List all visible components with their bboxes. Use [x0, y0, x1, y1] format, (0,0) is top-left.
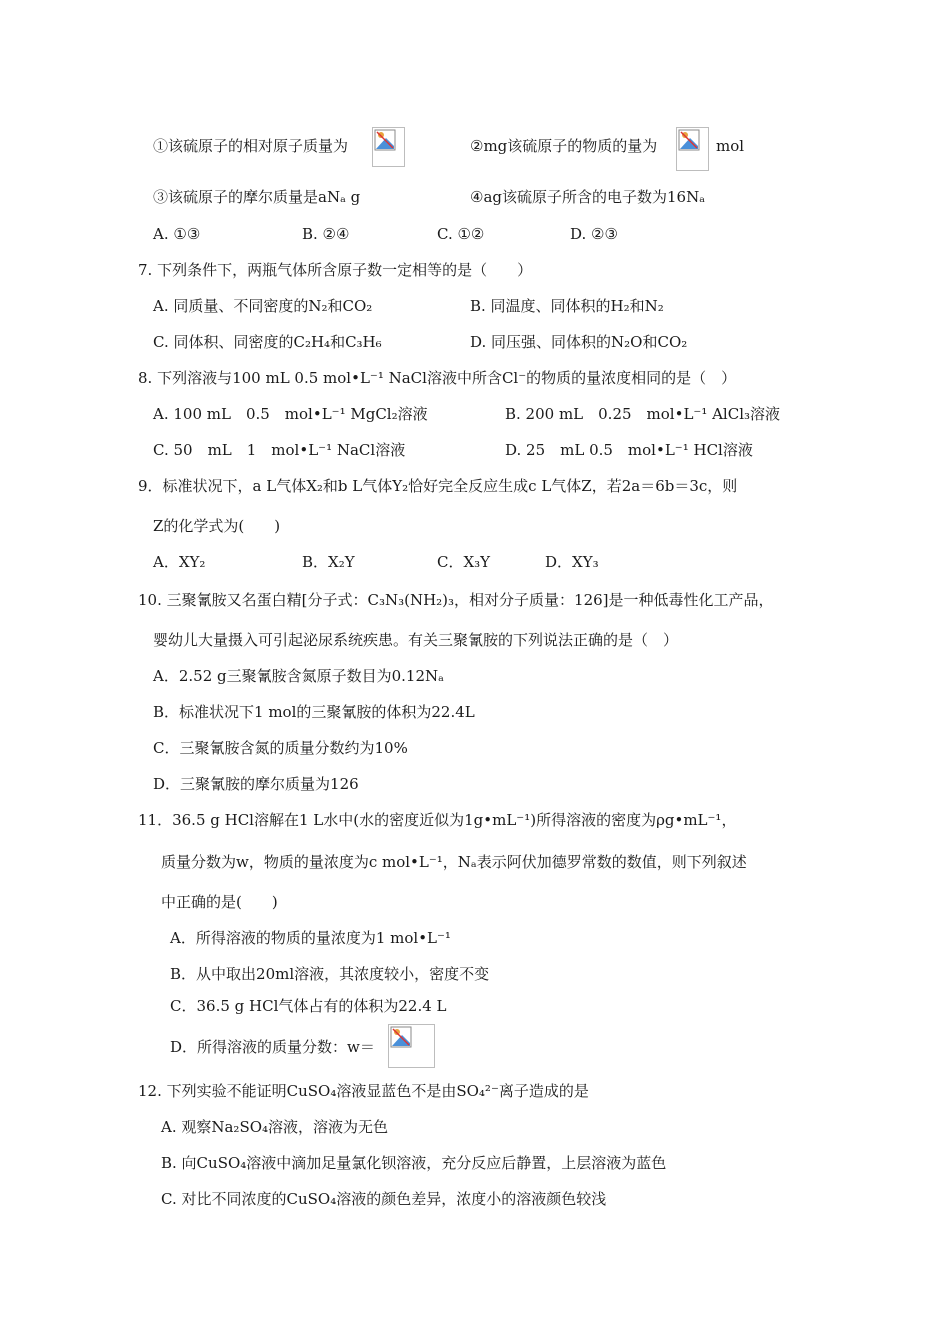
- q12-stem: 12. 下列实验不能证明CuSO₄溶液显蓝色不是由SO₄²⁻离子造成的是: [138, 1082, 589, 1100]
- q12-option-a: A. 观察Na₂SO₄溶液，溶液为无色: [161, 1118, 389, 1136]
- q6-answer-c: C. ①②: [437, 225, 485, 243]
- q6-option-2-unit: mol: [716, 137, 745, 155]
- q7-option-b: B. 同温度、同体积的H₂和N₂: [470, 297, 664, 315]
- q6-answer-a: A. ①③: [153, 225, 201, 243]
- q6-answer-b: B. ②④: [302, 225, 350, 243]
- q12-option-b: B. 向CuSO₄溶液中滴加足量氯化钡溶液，充分反应后静置，上层溶液为蓝色: [161, 1154, 667, 1172]
- q11-stem-line1: 11．36.5 g HCl溶解在1 L水中(水的密度近似为1g•mL⁻¹)所得溶液的密度为ρg•mL⁻¹，: [138, 811, 737, 829]
- q10-option-c: C．三聚氰胺含氮的质量分数约为10%: [153, 739, 408, 757]
- q6-option-1: ①该硫原子的相对原子质量为: [153, 137, 349, 155]
- q8-stem: 8. 下列溶液与100 mL 0.5 mol•L⁻¹ NaCl溶液中所含Cl⁻的物质的量浓度相同的是（ ）: [138, 369, 737, 387]
- formula-image-icon: [676, 127, 709, 171]
- formula-image-icon: [372, 127, 405, 167]
- q6-answer-d: D. ②③: [570, 225, 618, 243]
- q8-option-b: B. 200 mL 0.25 mol•L⁻¹ AlCl₃溶液: [505, 405, 781, 423]
- q10-option-a: A．2.52 g三聚氰胺含氮原子数目为0.12Nₐ: [153, 667, 444, 685]
- q7-option-d: D. 同压强、同体积的N₂O和CO₂: [470, 333, 688, 351]
- q11-option-b: B．从中取出20ml溶液，其浓度较小，密度不变: [170, 965, 490, 983]
- q7-stem: 7. 下列条件下，两瓶气体所含原子数一定相等的是（ ）: [138, 261, 533, 279]
- q11-option-d: D．所得溶液的质量分数：w＝: [170, 1038, 375, 1056]
- q6-option-4: ④ag该硫原子所含的电子数为16Nₐ: [470, 188, 705, 206]
- q9-stem-line1: 9．标准状况下，a L气体X₂和b L气体Y₂恰好完全反应生成c L气体Z，若2a＝6b＝3c，则: [138, 477, 738, 495]
- q7-option-c: C. 同体积、同密度的C₂H₄和C₃H₆: [153, 333, 382, 351]
- q8-option-c: C. 50 mL 1 mol•L⁻¹ NaCl溶液: [153, 441, 406, 459]
- q11-stem-line3: 中正确的是( ): [161, 893, 278, 911]
- q9-option-b: B．X₂Y: [302, 553, 355, 571]
- q9-option-a: A．XY₂: [153, 553, 206, 571]
- q10-option-b: B．标准状况下1 mol的三聚氰胺的体积为22.4L: [153, 703, 475, 721]
- q6-option-3: ③该硫原子的摩尔质量是aNₐ g: [153, 188, 361, 206]
- formula-image-icon: [388, 1024, 435, 1068]
- q10-stem-line1: 10. 三聚氰胺又名蛋白精[分子式：C₃N₃(NH₂)₃，相对分子质量：126]是一种低毒性化工产品，: [138, 591, 774, 609]
- q7-option-a: A. 同质量、不同密度的N₂和CO₂: [153, 297, 373, 315]
- q8-option-d: D. 25 mL 0.5 mol•L⁻¹ HCl溶液: [505, 441, 753, 459]
- q11-stem-line2: 质量分数为w，物质的量浓度为c mol•L⁻¹，Nₐ表示阿伏加德罗常数的数值，则下列叙述: [161, 853, 747, 871]
- q9-stem-line2: Z的化学式为( ): [153, 517, 281, 535]
- q10-option-d: D．三聚氰胺的摩尔质量为126: [153, 775, 359, 793]
- q11-option-c: C．36.5 g HCl气体占有的体积为22.4 L: [170, 997, 447, 1015]
- q6-option-2: ②mg该硫原子的物质的量为: [470, 137, 658, 155]
- q11-option-a: A．所得溶液的物质的量浓度为1 mol•L⁻¹: [170, 929, 451, 947]
- q8-option-a: A. 100 mL 0.5 mol•L⁻¹ MgCl₂溶液: [153, 405, 428, 423]
- q10-stem-line2: 婴幼儿大量摄入可引起泌尿系统疾患。有关三聚氰胺的下列说法正确的是（ ）: [153, 631, 679, 649]
- q12-option-c: C. 对比不同浓度的CuSO₄溶液的颜色差异，浓度小的溶液颜色较浅: [161, 1190, 607, 1208]
- q9-option-c: C．X₃Y: [437, 553, 491, 571]
- q9-option-d: D．XY₃: [545, 553, 599, 571]
